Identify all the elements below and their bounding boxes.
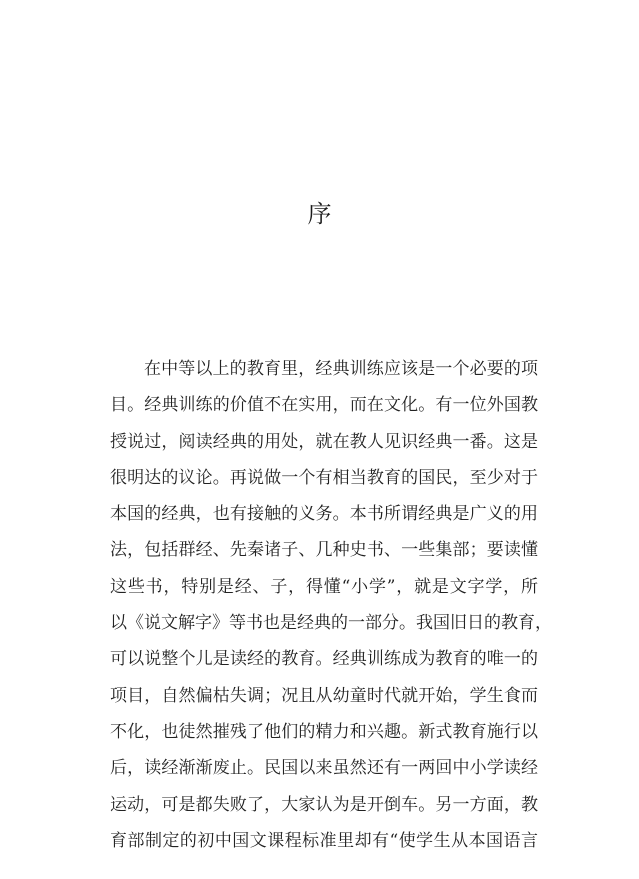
text-line: 后，读经渐渐废止。民国以来虽然还有一两回中小学读经	[110, 758, 538, 779]
text-line: 育部制定的初中国文课程标准里却有“使学生从本国语言	[110, 830, 538, 851]
text-line: 本国的经典，也有接触的义务。本书所谓经典是广义的用	[110, 504, 538, 525]
text-line: 可以说整个儿是读经的教育。经典训练成为教育的唯一的	[110, 649, 538, 670]
text-line: 以《说文解字》等书也是经典的一部分。我国旧日的教育，	[110, 613, 552, 634]
text-line: 授说过，阅读经典的用处，就在教人见识经典一番。这是	[110, 431, 538, 452]
text-line: 运动，可是都失败了，大家认为是开倒车。另一方面，教	[110, 794, 538, 815]
text-line: 法，包括群经、先秦诸子、几种史书、一些集部；要读懂	[110, 540, 538, 561]
preface-body	[110, 351, 552, 859]
page-title: 序	[307, 200, 332, 228]
text-line: 在中等以上的教育里，经典训练应该是一个必要的项	[144, 359, 538, 379]
text-line: 目。经典训练的价值不在实用，而在文化。有一位外国教	[110, 395, 538, 416]
text-line: 项目，自然偏枯失调；况且从幼童时代就开始，学生食而	[110, 685, 538, 706]
text-line: 不化，也徒然摧残了他们的精力和兴趣。新式教育施行以	[110, 721, 538, 742]
text-line: 这些书，特别是经、子，得懂“小学”，就是文字学，所	[110, 576, 538, 597]
text-line: 很明达的议论。再说做一个有相当教育的国民，至少对于	[110, 467, 538, 488]
